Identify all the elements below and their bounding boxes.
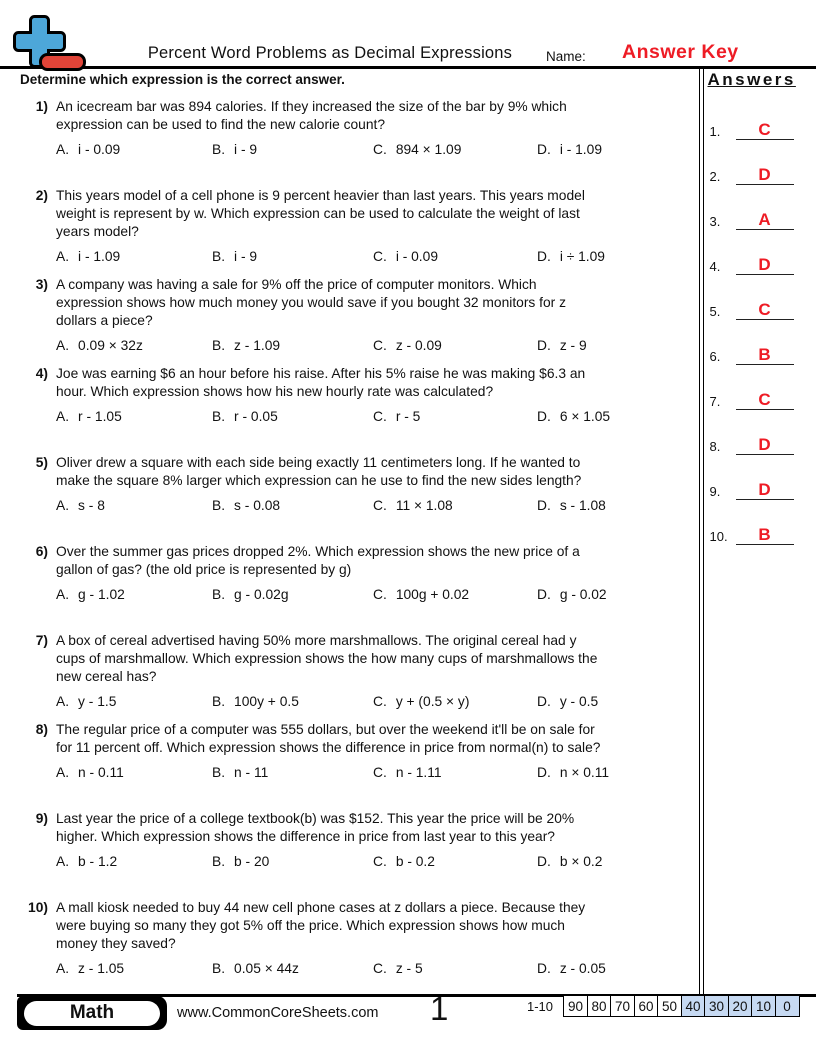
question-number: 2) [35, 188, 48, 203]
answer-options [56, 587, 696, 602]
option-b: B. g - 0.02g [212, 587, 289, 602]
answer-options [56, 854, 696, 869]
option-b: B. r - 0.05 [212, 409, 278, 424]
score-cell: 60 [634, 995, 659, 1017]
option-a: A. z - 1.05 [56, 961, 125, 976]
option-d: D. i - 1.09 [537, 142, 602, 157]
score-cell: 90 [563, 995, 588, 1017]
question-4 [20, 365, 696, 454]
answer-letter: B [736, 345, 794, 365]
score-cell: 80 [587, 995, 612, 1017]
question-3 [20, 276, 696, 365]
question-number: 6) [35, 544, 48, 559]
question-1 [20, 98, 696, 187]
answer-letter: C [736, 120, 794, 140]
question-text: The regular price of a computer was 555 dollars, but over the weekend it'll be on sale for for 11 percent off. Which expression shows the difference in price from normal(n) to sale? [56, 722, 601, 755]
score-table [563, 995, 800, 1017]
answer-options [56, 338, 696, 353]
option-c: C. y + (0.5 × y) [373, 694, 470, 709]
option-d: D. b × 0.2 [537, 854, 603, 869]
option-b: B. 0.05 × 44z [212, 961, 299, 976]
option-b: B. s - 0.08 [212, 498, 281, 513]
option-a: A. n - 0.11 [56, 765, 124, 780]
score-cell: 70 [610, 995, 635, 1017]
score-cell: 40 [681, 995, 706, 1017]
website-url: www.CommonCoreSheets.com [177, 1005, 379, 1021]
question-10 [20, 899, 696, 988]
option-c: C. z - 5 [373, 961, 423, 976]
answer-options [56, 249, 696, 264]
answer-options [56, 694, 696, 709]
plus-minus-math-logo-icon [13, 14, 87, 77]
question-2 [20, 187, 696, 276]
answer-item-5: 5. C [710, 299, 811, 320]
question-number: 5) [35, 455, 48, 470]
option-d: D. s - 1.08 [537, 498, 606, 513]
option-b: B. i - 9 [212, 142, 258, 157]
option-a: A. i - 0.09 [56, 142, 121, 157]
option-d: D. g - 0.02 [537, 587, 607, 602]
answer-item-3: 3. A [710, 209, 811, 230]
answer-letter: D [736, 255, 794, 275]
question-6 [20, 543, 696, 632]
answer-key-label: Answer Key [622, 41, 739, 63]
option-d: D. z - 0.05 [537, 961, 606, 976]
question-number: 4) [35, 366, 48, 381]
option-b: B. 100y + 0.5 [212, 694, 299, 709]
option-a: A. g - 1.02 [56, 587, 125, 602]
answers-heading: Answers [707, 70, 796, 89]
option-d: D. 6 × 1.05 [537, 409, 611, 424]
answer-item-6: 6. B [710, 344, 811, 365]
option-c: C. z - 0.09 [373, 338, 442, 353]
option-a: A. s - 8 [56, 498, 105, 513]
answer-letter: D [736, 165, 794, 185]
question-text: An icecream bar was 894 calories. If they increased the size of the bar by 9% which expression can be used to find the new calorie count? [56, 99, 567, 132]
answer-item-10: 10. B [710, 524, 811, 545]
question-number: 7) [35, 633, 48, 648]
option-d: D. n × 0.11 [537, 765, 610, 780]
option-c: C. n - 1.11 [373, 765, 442, 780]
option-b: B. z - 1.09 [212, 338, 281, 353]
score-cell: 50 [657, 995, 682, 1017]
answer-options [56, 409, 696, 424]
subject-badge [17, 996, 167, 1030]
option-b: B. n - 11 [212, 765, 269, 780]
score-cell: 20 [728, 995, 753, 1017]
question-7 [20, 632, 696, 721]
answer-item-9: 9. D [710, 479, 811, 500]
option-c: C. 894 × 1.09 [373, 142, 462, 157]
option-b: B. b - 20 [212, 854, 270, 869]
answer-letter: C [736, 300, 794, 320]
question-9 [20, 810, 696, 899]
answer-letter: B [736, 525, 794, 545]
answer-letter: D [736, 480, 794, 500]
answer-options [56, 961, 696, 976]
question-number: 10) [28, 900, 48, 915]
question-text: A mall kiosk needed to buy 44 new cell phone cases at z dollars a piece. Because they were buying so many they got 5% off the price. Which expression shows how much money they saved? [56, 900, 586, 951]
score-range-label: 1-10 [527, 999, 554, 1014]
question-number: 9) [35, 811, 48, 826]
option-d: D. z - 9 [537, 338, 587, 353]
answer-options [56, 498, 696, 513]
answer-letter: D [736, 435, 794, 455]
option-a: A. y - 1.5 [56, 694, 117, 709]
answer-letter: A [736, 210, 794, 230]
question-8 [20, 721, 696, 810]
score-cell: 0 [775, 995, 800, 1017]
answers-panel [699, 69, 816, 994]
score-cell: 10 [751, 995, 776, 1017]
option-b: B. i - 9 [212, 249, 258, 264]
question-text: A company was having a sale for 9% off the price of computer monitors. Which expression shows how much money you would save if you bought 32 monitors for z dollars a piece? [56, 277, 566, 328]
subject-badge-label: Math [24, 1001, 160, 1026]
score-cell: 30 [704, 995, 729, 1017]
instruction-text: Determine which expression is the correct answer. [20, 72, 345, 87]
page-number: 1 [430, 990, 449, 1027]
option-d: D. i ÷ 1.09 [537, 249, 605, 264]
option-a: A. i - 1.09 [56, 249, 121, 264]
question-text: A box of cereal advertised having 50% more marshmallows. The original cereal had y cups of marshmallow. Which expression shows the how many cups of marshmallows the new cereal has? [56, 633, 598, 684]
option-d: D. y - 0.5 [537, 694, 599, 709]
header-divider [0, 66, 816, 69]
question-number: 8) [35, 722, 48, 737]
question-text: This years model of a cell phone is 9 percent heavier than last years. This years model weight is represent by w. Which expression can be used to calculate the weight of last years model? [56, 188, 585, 239]
option-a: A. b - 1.2 [56, 854, 118, 869]
option-a: A. 0.09 × 32z [56, 338, 143, 353]
question-text: Over the summer gas prices dropped 2%. Which expression shows the new price of a gallon of gas? (the old price is represented by g) [56, 544, 580, 577]
answer-options [56, 142, 696, 157]
question-number: 3) [35, 277, 48, 292]
answer-item-1: 1. C [710, 119, 811, 140]
question-text: Oliver drew a square with each side being exactly 11 centimeters long. If he wanted to make the square 8% larger which expression can he use to find the new sides length? [56, 455, 582, 488]
questions-list [20, 98, 696, 988]
answer-item-2: 2. D [710, 164, 811, 185]
answer-item-8: 8. D [710, 434, 811, 455]
answer-options [56, 765, 696, 780]
question-number: 1) [35, 99, 48, 114]
question-text: Last year the price of a college textbook(b) was $152. This year the price will be 20% higher. Which expression shows the difference in price from last year to this year? [56, 811, 575, 844]
option-c: C. b - 0.2 [373, 854, 435, 869]
option-c: C. i - 0.09 [373, 249, 438, 264]
option-c: C. r - 5 [373, 409, 421, 424]
name-label: Name: [546, 49, 586, 64]
question-5 [20, 454, 696, 543]
option-c: C. 11 × 1.08 [373, 498, 453, 513]
option-a: A. r - 1.05 [56, 409, 122, 424]
answer-letter: C [736, 390, 794, 410]
answer-item-4: 4. D [710, 254, 811, 275]
answer-item-7: 7. C [710, 389, 811, 410]
page-title: Percent Word Problems as Decimal Expressions [147, 44, 513, 62]
option-c: C. 100g + 0.02 [373, 587, 470, 602]
question-text: Joe was earning $6 an hour before his raise. After his 5% raise he was making $6.3 an hour. Which expression shows how his new hourly rate was calculated? [56, 366, 586, 399]
